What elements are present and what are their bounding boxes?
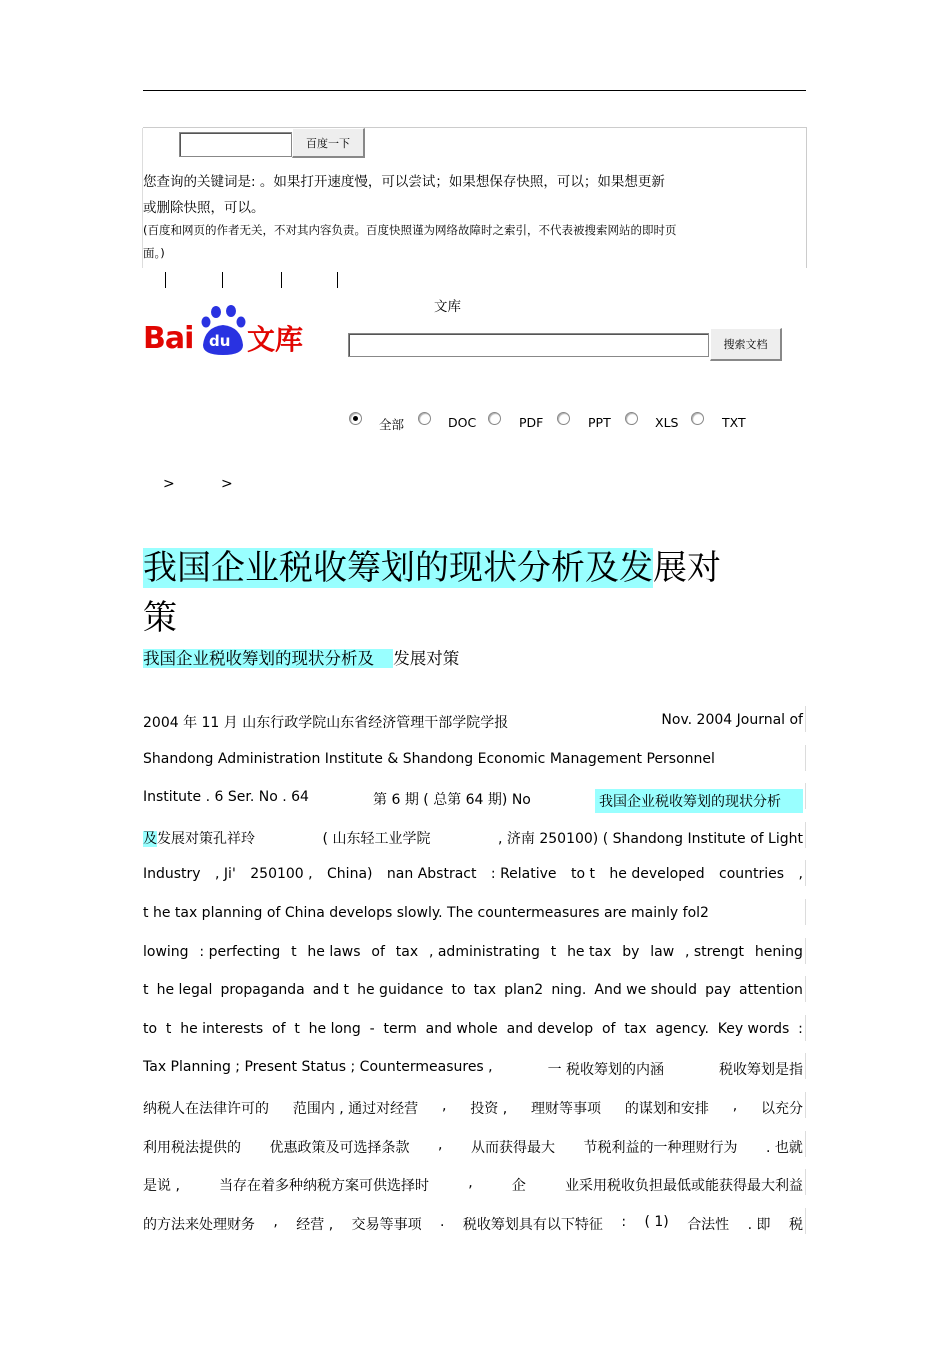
disclaimer-line-2: 面。) [143,246,165,260]
body-segment: Shandong Administration Institute & Shandong Economic Management Personnel [143,750,715,767]
cell-border [805,1092,806,1118]
body-line [143,982,803,998]
body-segment: , [798,866,803,883]
body-segment: : [621,1213,627,1230]
body-segment: 税 [788,1216,803,1233]
baidu-wenku-logo[interactable] [143,303,308,357]
logo-wenku-text: 文库 [247,323,304,356]
link-separator [281,272,282,288]
body-segment: 范围内 , 通过对经营 [292,1101,419,1117]
body-segment: 从而获得最大 [471,1139,555,1156]
body-segment: . 也就 [766,1139,803,1156]
keyword-line-2: 或删除快照，可以。 [143,200,265,216]
body-segment: Industry [143,866,201,883]
body-segment: 的谋划和安排 [624,1101,709,1117]
body-segment: , 济南 250100) ( Shandong Institute of Light [498,830,803,847]
cell-border [805,745,806,771]
search-documents-button[interactable]: 搜索文档 [710,328,782,361]
cell-border [805,1169,806,1195]
body-segment: tax [473,982,496,999]
body-segment: 的方法来处理财务 [143,1216,255,1233]
link-separator [165,272,166,288]
body-segment: term [383,1020,417,1037]
body-segment: Key words [717,1020,790,1037]
body-segment: t he tax planning of China develops slowly. The countermeasures are mainly fol2 [143,905,709,921]
logo-bai-text: Bai [143,321,194,356]
body-segment: 理财等事项 [531,1101,602,1117]
body-line [143,789,803,813]
body-segment: 2004 年 11 月 山东行政学院山东省经济管理干部学院学报 [143,715,509,731]
body-line [143,1214,803,1234]
body-line [143,828,803,848]
cell-border [805,976,806,1002]
body-line [143,944,803,960]
body-segment: China) [327,866,373,883]
body-segment: 以充分 [760,1101,803,1117]
wenku-search-input[interactable] [348,333,709,357]
body-segment: , [442,1098,447,1114]
body-segment: by [622,943,640,960]
body-segment: ning. [551,982,587,999]
top-rule [143,90,806,91]
body-segment: 我国企业税收筹划的现状分析 [595,789,803,813]
body-segment: 业采用税收负担最低或能获得最大利益 [564,1178,803,1195]
wenku-label: 文库 [434,299,461,315]
body-segment: , [438,1136,443,1153]
body-segment: to [451,982,466,999]
body-segment: 税收筹划是指 [719,1062,803,1079]
body-segment: and whole [425,1020,498,1037]
title-line-2: 策 [143,598,177,638]
body-line [143,866,803,882]
body-segment: And we should [594,982,698,999]
body-segment: Institute . 6 Ser. No . 64 [143,789,309,806]
body-segment: 一 税收筹划的内涵 [547,1062,665,1079]
body-line [143,1137,803,1157]
body-segment: lowing [143,943,189,960]
keyword-line: 您查询的关键词是: 。如果打开速度慢，可以尝试；如果想保存快照，可以；如果想更新 [143,174,665,190]
body-segment: . [440,1213,445,1230]
body-segment: ( 山东轻工业学院 [322,830,431,847]
breadcrumb-separator: > [221,476,233,492]
body-line [143,712,803,732]
body-segment: 节税利益的一种理财行为 [583,1139,738,1156]
filter-xls-label: XLS [655,415,679,430]
body-segment: he tax [567,943,612,960]
cell-border [805,899,806,925]
body-segment: : Relative [490,866,557,883]
baidu-search-button[interactable]: 百度一下 [292,128,365,158]
cell-border [805,860,806,886]
link-separator [222,272,223,288]
body-segment: he legal [156,982,213,999]
body-segment: , Ji' [215,866,236,883]
cell-border [805,1208,806,1234]
document-title [143,543,721,643]
subtitle-rest: 发展对策 [393,649,460,668]
title-rest: 展对 [653,548,721,588]
snapshot-search-input[interactable] [179,132,292,157]
body-line [143,1021,803,1037]
subtitle-highlight: 我国企业税收筹划的现状分析及 [143,649,393,668]
body-segment: agency. [655,1020,709,1037]
cell-border [805,938,806,964]
body-line [143,1059,803,1079]
body-segment: , [273,1213,278,1230]
cell-border [805,1015,806,1041]
title-highlight: 我国企业税收筹划的现状分析及发 [143,548,653,588]
body-segment: he developed [609,866,705,883]
body-segment: : [798,1020,803,1037]
body-segment: he interests [180,1020,264,1037]
logo-du-text: du [209,332,231,350]
body-segment: of [272,1020,286,1037]
filter-pdf-radio[interactable] [488,412,501,425]
body-segment: 投资 , [470,1101,508,1117]
body-segment: 是说 , [143,1178,180,1195]
body-segment: attention [739,982,803,999]
body-line [143,905,803,921]
filter-doc-label: DOC [448,415,477,430]
body-segment: 经营 , [296,1216,334,1233]
disclaimer-line-1: (百度和网页的作者无关，不对其内容负责。百度快照谨为网络故障时之索引，不代表被搜索网站的即时页 [143,223,677,237]
body-segment: to [143,1020,158,1037]
filter-txt-label: TXT [722,415,746,430]
body-segment: propaganda [220,982,305,999]
body-segment: 第 6 期 ( 总第 64 期) No [373,792,531,809]
body-segment: 当存在着多种纳税方案可供选择时 [219,1178,430,1195]
cell-border [805,1053,806,1079]
body-segment: 交易等事项 [351,1216,422,1233]
body-segment: tax [624,1020,647,1037]
body-segment: nan Abstract [386,866,477,883]
body-segment: Nov. 2004 Journal of [661,712,803,728]
filter-ppt-label: PPT [588,415,611,430]
body-segment: 优惠政策及可选择条款 [269,1139,410,1156]
body-segment: 纳税人在法律许可的 [143,1101,269,1117]
filter-all-radio[interactable] [349,412,362,425]
cell-border [805,1131,806,1157]
filter-all-label: 全部 [379,417,405,432]
body-segment: Tax Planning ; Present Status ; Countermeasures , [143,1059,493,1076]
body-segment: - [369,1020,375,1037]
body-segment: 250100 , [250,866,313,883]
body-segment: tax [395,943,419,960]
body-segment: , [468,1175,473,1192]
body-segment: countries [719,866,785,883]
body-segment: pay [705,982,731,999]
body-segment: t [165,1020,172,1037]
cell-border [805,822,806,848]
body-segment: plan2 [504,982,544,999]
filter-doc-radio[interactable] [418,412,431,425]
cell-border [805,706,806,732]
body-line [143,1175,803,1195]
body-segment: law [650,943,675,960]
body-segment: hening [754,943,803,960]
body-segment: he laws [307,943,361,960]
body-segment: 税收筹划具有以下特征 [462,1216,603,1233]
body-segment: t [291,943,297,960]
filter-xls-radio[interactable] [625,412,638,425]
link-separator [337,272,338,288]
filter-pdf-label: PDF [519,415,544,430]
body-segment: t [550,943,557,960]
breadcrumb-separator: > [163,476,175,492]
body-segment: and develop [506,1020,594,1037]
body-segment: 合法性 [687,1216,730,1233]
body-segment: t [294,1020,300,1037]
filter-ppt-radio[interactable] [557,412,570,425]
body-segment: of [371,943,385,960]
body-line [143,1098,803,1118]
body-segment: to t [570,866,595,883]
body-line [143,751,803,767]
body-segment: he guidance [357,982,444,999]
body-segment: 利用税法提供的 [143,1139,241,1156]
body-segment: 企 [511,1178,526,1195]
filter-txt-radio[interactable] [691,412,704,425]
body-segment: , strengt [684,943,744,960]
body-segment: of [601,1020,616,1037]
body-segment: 及发展对策孔祥玲 [143,830,255,847]
body-segment: and t [312,982,350,999]
body-segment: t [143,982,149,999]
cell-border [805,783,806,809]
body-segment: . 即 [747,1216,771,1233]
body-segment: he long [308,1020,361,1037]
body-segment: : perfecting [199,943,281,960]
document-subtitle [143,645,459,669]
body-segment: , administrating [428,943,540,960]
body-segment: ( 1) [644,1213,669,1230]
body-segment: , [732,1098,738,1114]
body-highlight: 及 [143,830,157,847]
